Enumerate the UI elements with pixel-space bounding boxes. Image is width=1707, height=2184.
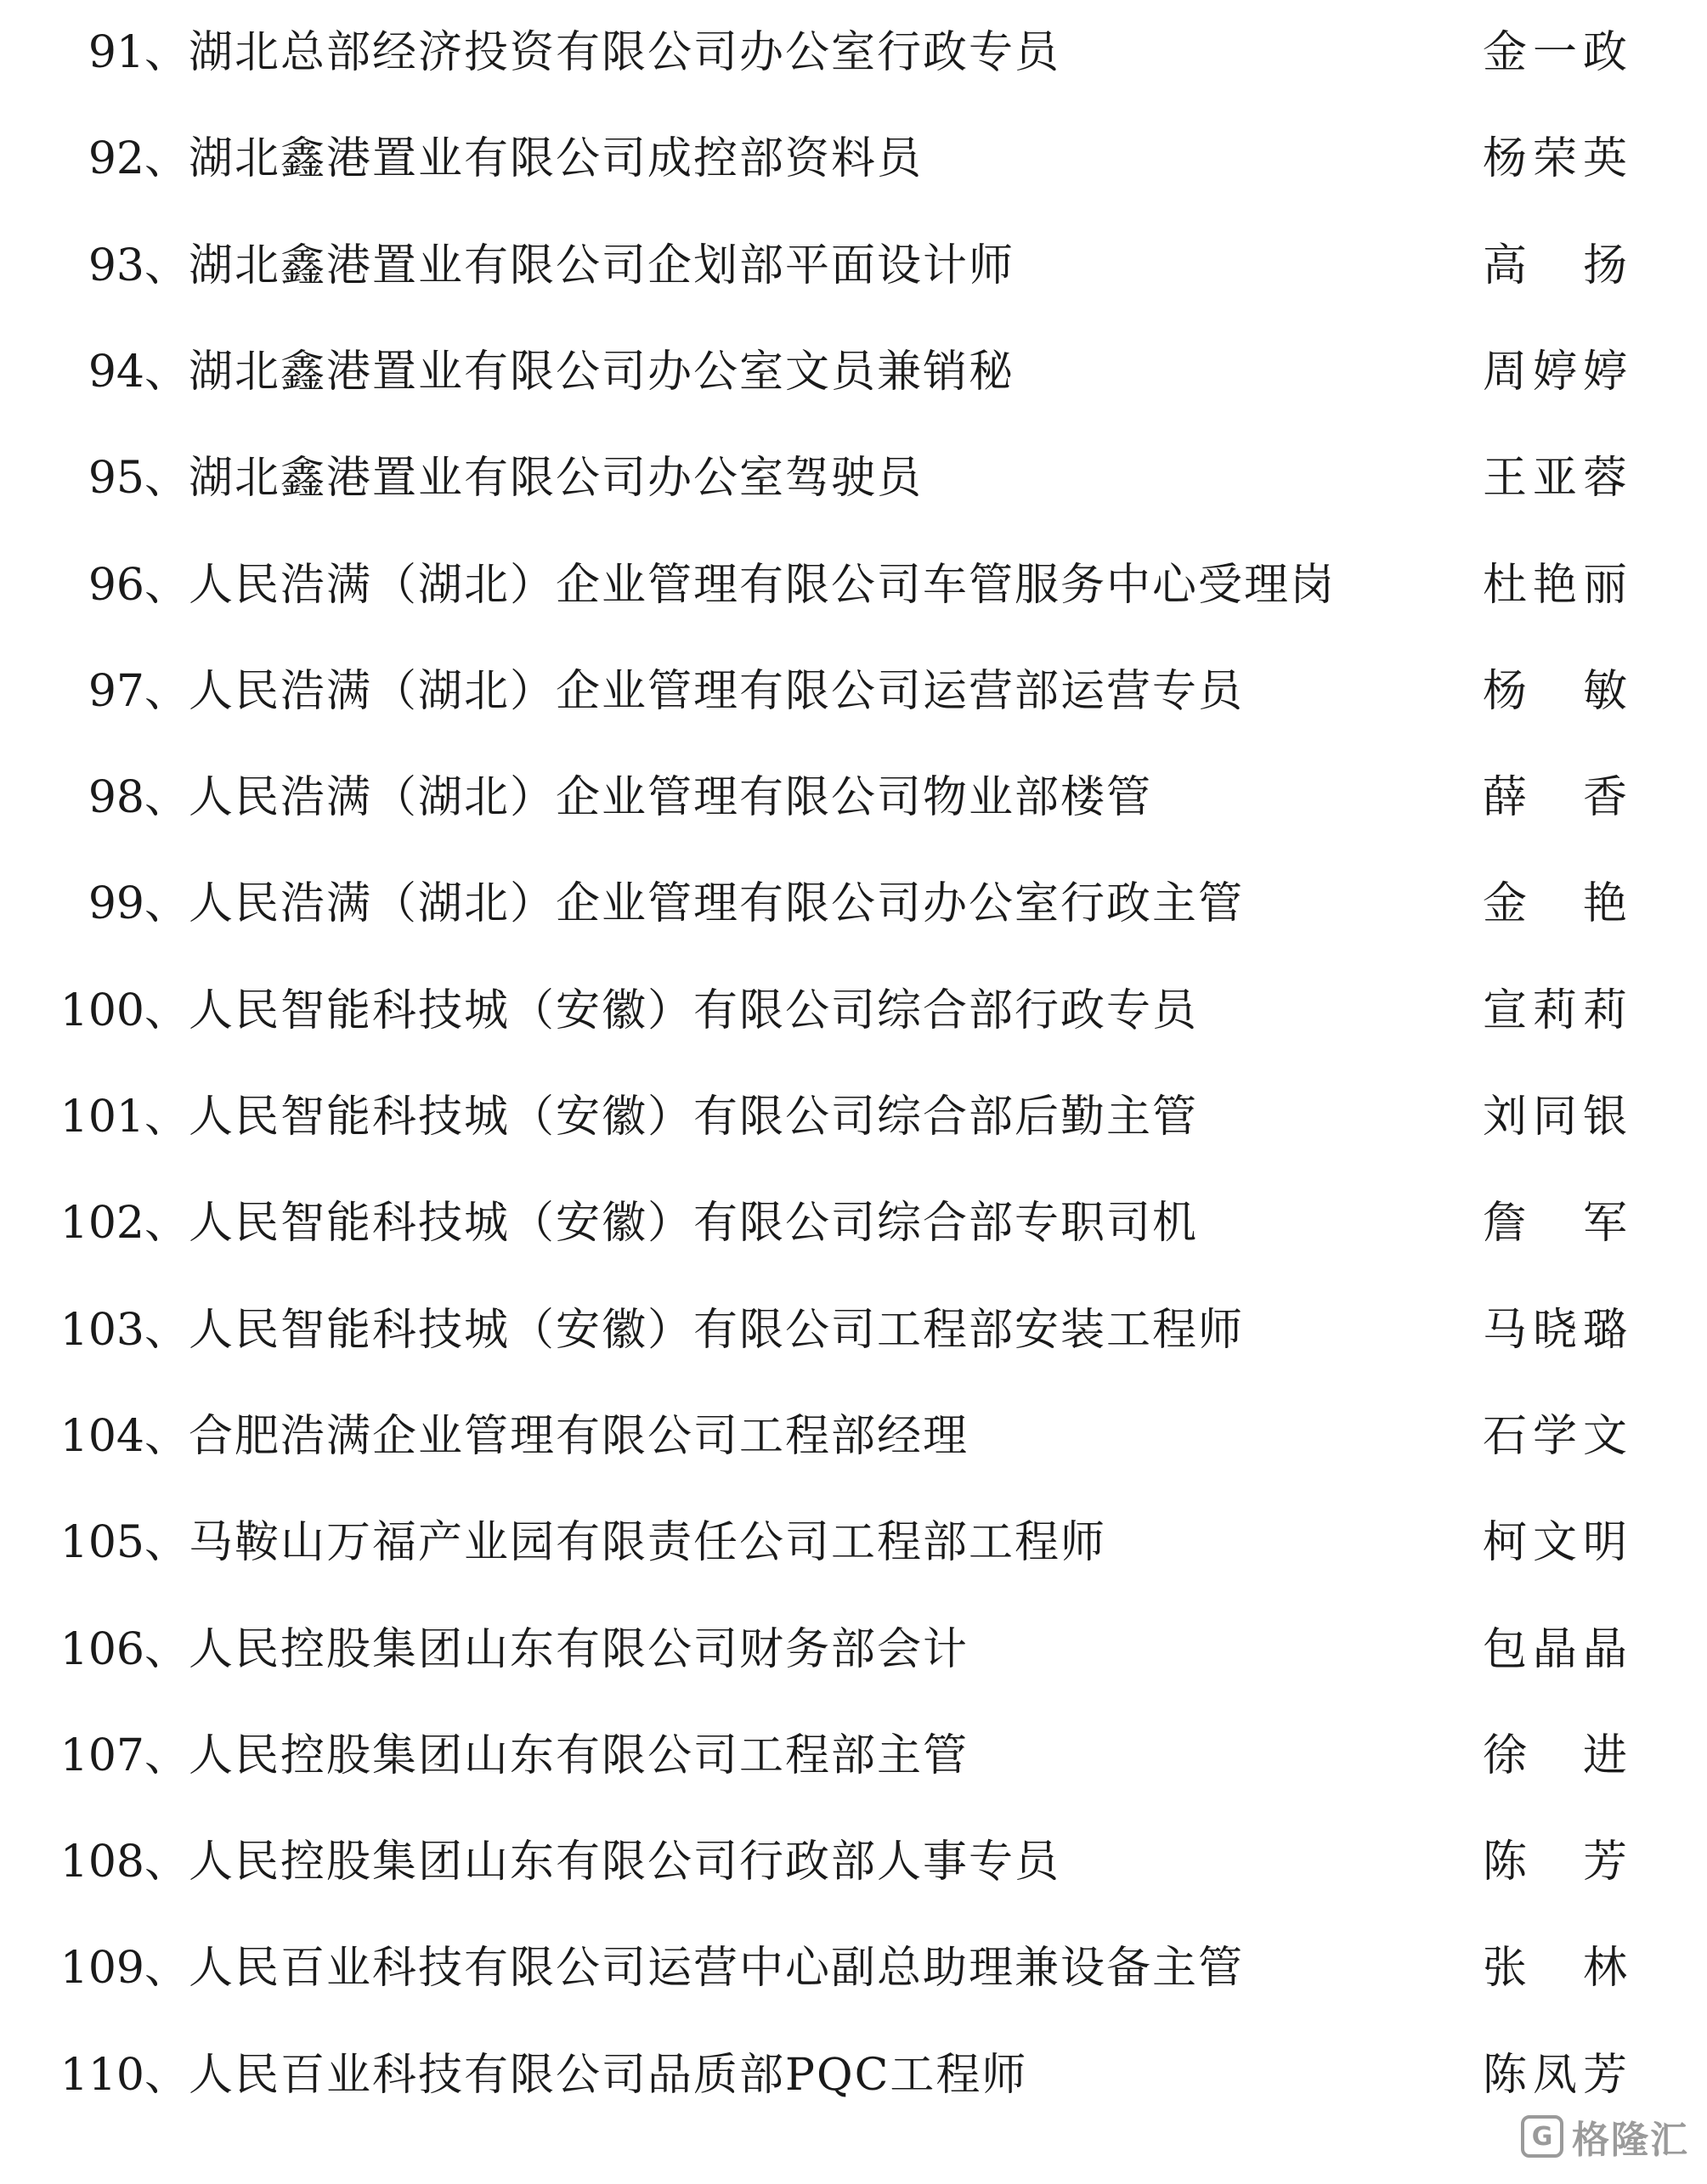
list-item: [0, 1809, 1707, 1916]
item-title: 湖北鑫港置业有限公司办公室文员兼销秘: [189, 346, 1015, 398]
list-item: [0, 1703, 1707, 1809]
item-title: 湖北总部经济投资有限公司办公室行政专员: [189, 27, 1061, 78]
person-name: 柯文明: [1483, 1517, 1627, 1569]
item-title: 人民百业科技有限公司运营中心副总助理兼设备主管: [189, 1943, 1245, 1995]
item-number: 101、: [59, 1092, 189, 1143]
item-title: 湖北鑫港置业有限公司企划部平面设计师: [189, 240, 1015, 291]
item-number: 109、: [59, 1943, 189, 1995]
watermark-text: 格隆汇: [1572, 2119, 1689, 2162]
item-title: 人民百业科技有限公司品质部PQC工程师: [189, 2049, 1028, 2101]
item-number: 98、: [88, 772, 189, 824]
item-title: 湖北鑫港置业有限公司成控部资料员: [189, 133, 924, 185]
item-title: 人民浩满（湖北）企业管理有限公司物业部楼管: [189, 772, 1153, 824]
list-item: [0, 745, 1707, 851]
list-item: [0, 639, 1707, 745]
list-item: [0, 2023, 1707, 2129]
item-title: 人民控股集团山东有限公司财务部会计: [189, 1623, 969, 1675]
item-number: 107、: [59, 1730, 189, 1781]
list-item: [0, 1064, 1707, 1171]
list-item: [0, 1384, 1707, 1490]
item-title: 人民智能科技城（安徽）有限公司综合部后勤主管: [189, 1092, 1199, 1143]
person-name: 陈凤芳: [1483, 2049, 1627, 2101]
person-name: 金 艳: [1483, 878, 1627, 930]
person-name: 薛 香: [1483, 772, 1627, 824]
item-number: 100、: [59, 985, 189, 1036]
item-number: 95、: [88, 453, 189, 505]
item-number: 99、: [88, 878, 189, 930]
item-number: 91、: [88, 27, 189, 78]
list-item: [0, 1490, 1707, 1596]
person-name: 马晓璐: [1483, 1304, 1627, 1356]
item-title: 人民浩满（湖北）企业管理有限公司运营部运营专员: [189, 665, 1245, 717]
list-item: [0, 426, 1707, 532]
list-item: [0, 319, 1707, 426]
item-number: 102、: [59, 1198, 189, 1250]
item-number: 96、: [88, 559, 189, 611]
item-title: 人民浩满（湖北）企业管理有限公司车管服务中心受理岗: [189, 559, 1337, 611]
person-name: 石学文: [1483, 1410, 1627, 1462]
person-name: 杜艳丽: [1483, 559, 1627, 611]
person-name: 金一政: [1483, 27, 1627, 78]
list-item: [0, 533, 1707, 639]
person-name: 张 林: [1483, 1943, 1627, 1995]
item-number: 110、: [59, 2049, 189, 2101]
person-name: 王亚蓉: [1483, 453, 1627, 505]
item-title: 人民智能科技城（安徽）有限公司工程部安装工程师: [189, 1304, 1245, 1356]
person-name: 陈 芳: [1483, 1837, 1627, 1888]
list-item: [0, 106, 1707, 212]
item-title: 合肥浩满企业管理有限公司工程部经理: [189, 1410, 969, 1462]
person-name: 周婷婷: [1483, 346, 1627, 398]
item-number: 104、: [59, 1410, 189, 1462]
list-item: [0, 1171, 1707, 1277]
list-item: [0, 213, 1707, 319]
list-item: [0, 1916, 1707, 2022]
person-name: 詹 军: [1483, 1198, 1627, 1250]
list-item: [0, 851, 1707, 957]
person-name: 杨 敏: [1483, 665, 1627, 717]
person-name: 宣莉莉: [1483, 985, 1627, 1036]
item-title: 人民智能科技城（安徽）有限公司综合部行政专员: [189, 985, 1199, 1036]
person-name: 高 扬: [1483, 240, 1627, 291]
gelonghui-logo-icon: G: [1521, 2115, 1563, 2158]
item-number: 103、: [59, 1304, 189, 1356]
item-title: 人民智能科技城（安徽）有限公司综合部专职司机: [189, 1198, 1199, 1250]
list-item: [0, 958, 1707, 1064]
item-title: 人民浩满（湖北）企业管理有限公司办公室行政主管: [189, 878, 1245, 930]
person-name: 杨荣英: [1483, 133, 1627, 185]
item-number: 94、: [88, 346, 189, 398]
item-number: 97、: [88, 665, 189, 717]
item-number: 108、: [59, 1837, 189, 1888]
person-name: 刘同银: [1483, 1092, 1627, 1143]
person-name: 徐 进: [1483, 1730, 1627, 1781]
item-title: 马鞍山万福产业园有限责任公司工程部工程师: [189, 1517, 1107, 1569]
item-title: 人民控股集团山东有限公司工程部主管: [189, 1730, 969, 1781]
list-item: [0, 1597, 1707, 1703]
item-number: 92、: [88, 133, 189, 185]
item-number: 105、: [59, 1517, 189, 1569]
item-number: 93、: [88, 240, 189, 291]
watermark: [1521, 2107, 1689, 2166]
item-title: 湖北鑫港置业有限公司办公室驾驶员: [189, 453, 924, 505]
item-number: 106、: [59, 1623, 189, 1675]
item-title: 人民控股集团山东有限公司行政部人事专员: [189, 1837, 1061, 1888]
list-item: [0, 0, 1707, 106]
person-name: 包晶晶: [1483, 1623, 1627, 1675]
list-item: [0, 1278, 1707, 1384]
